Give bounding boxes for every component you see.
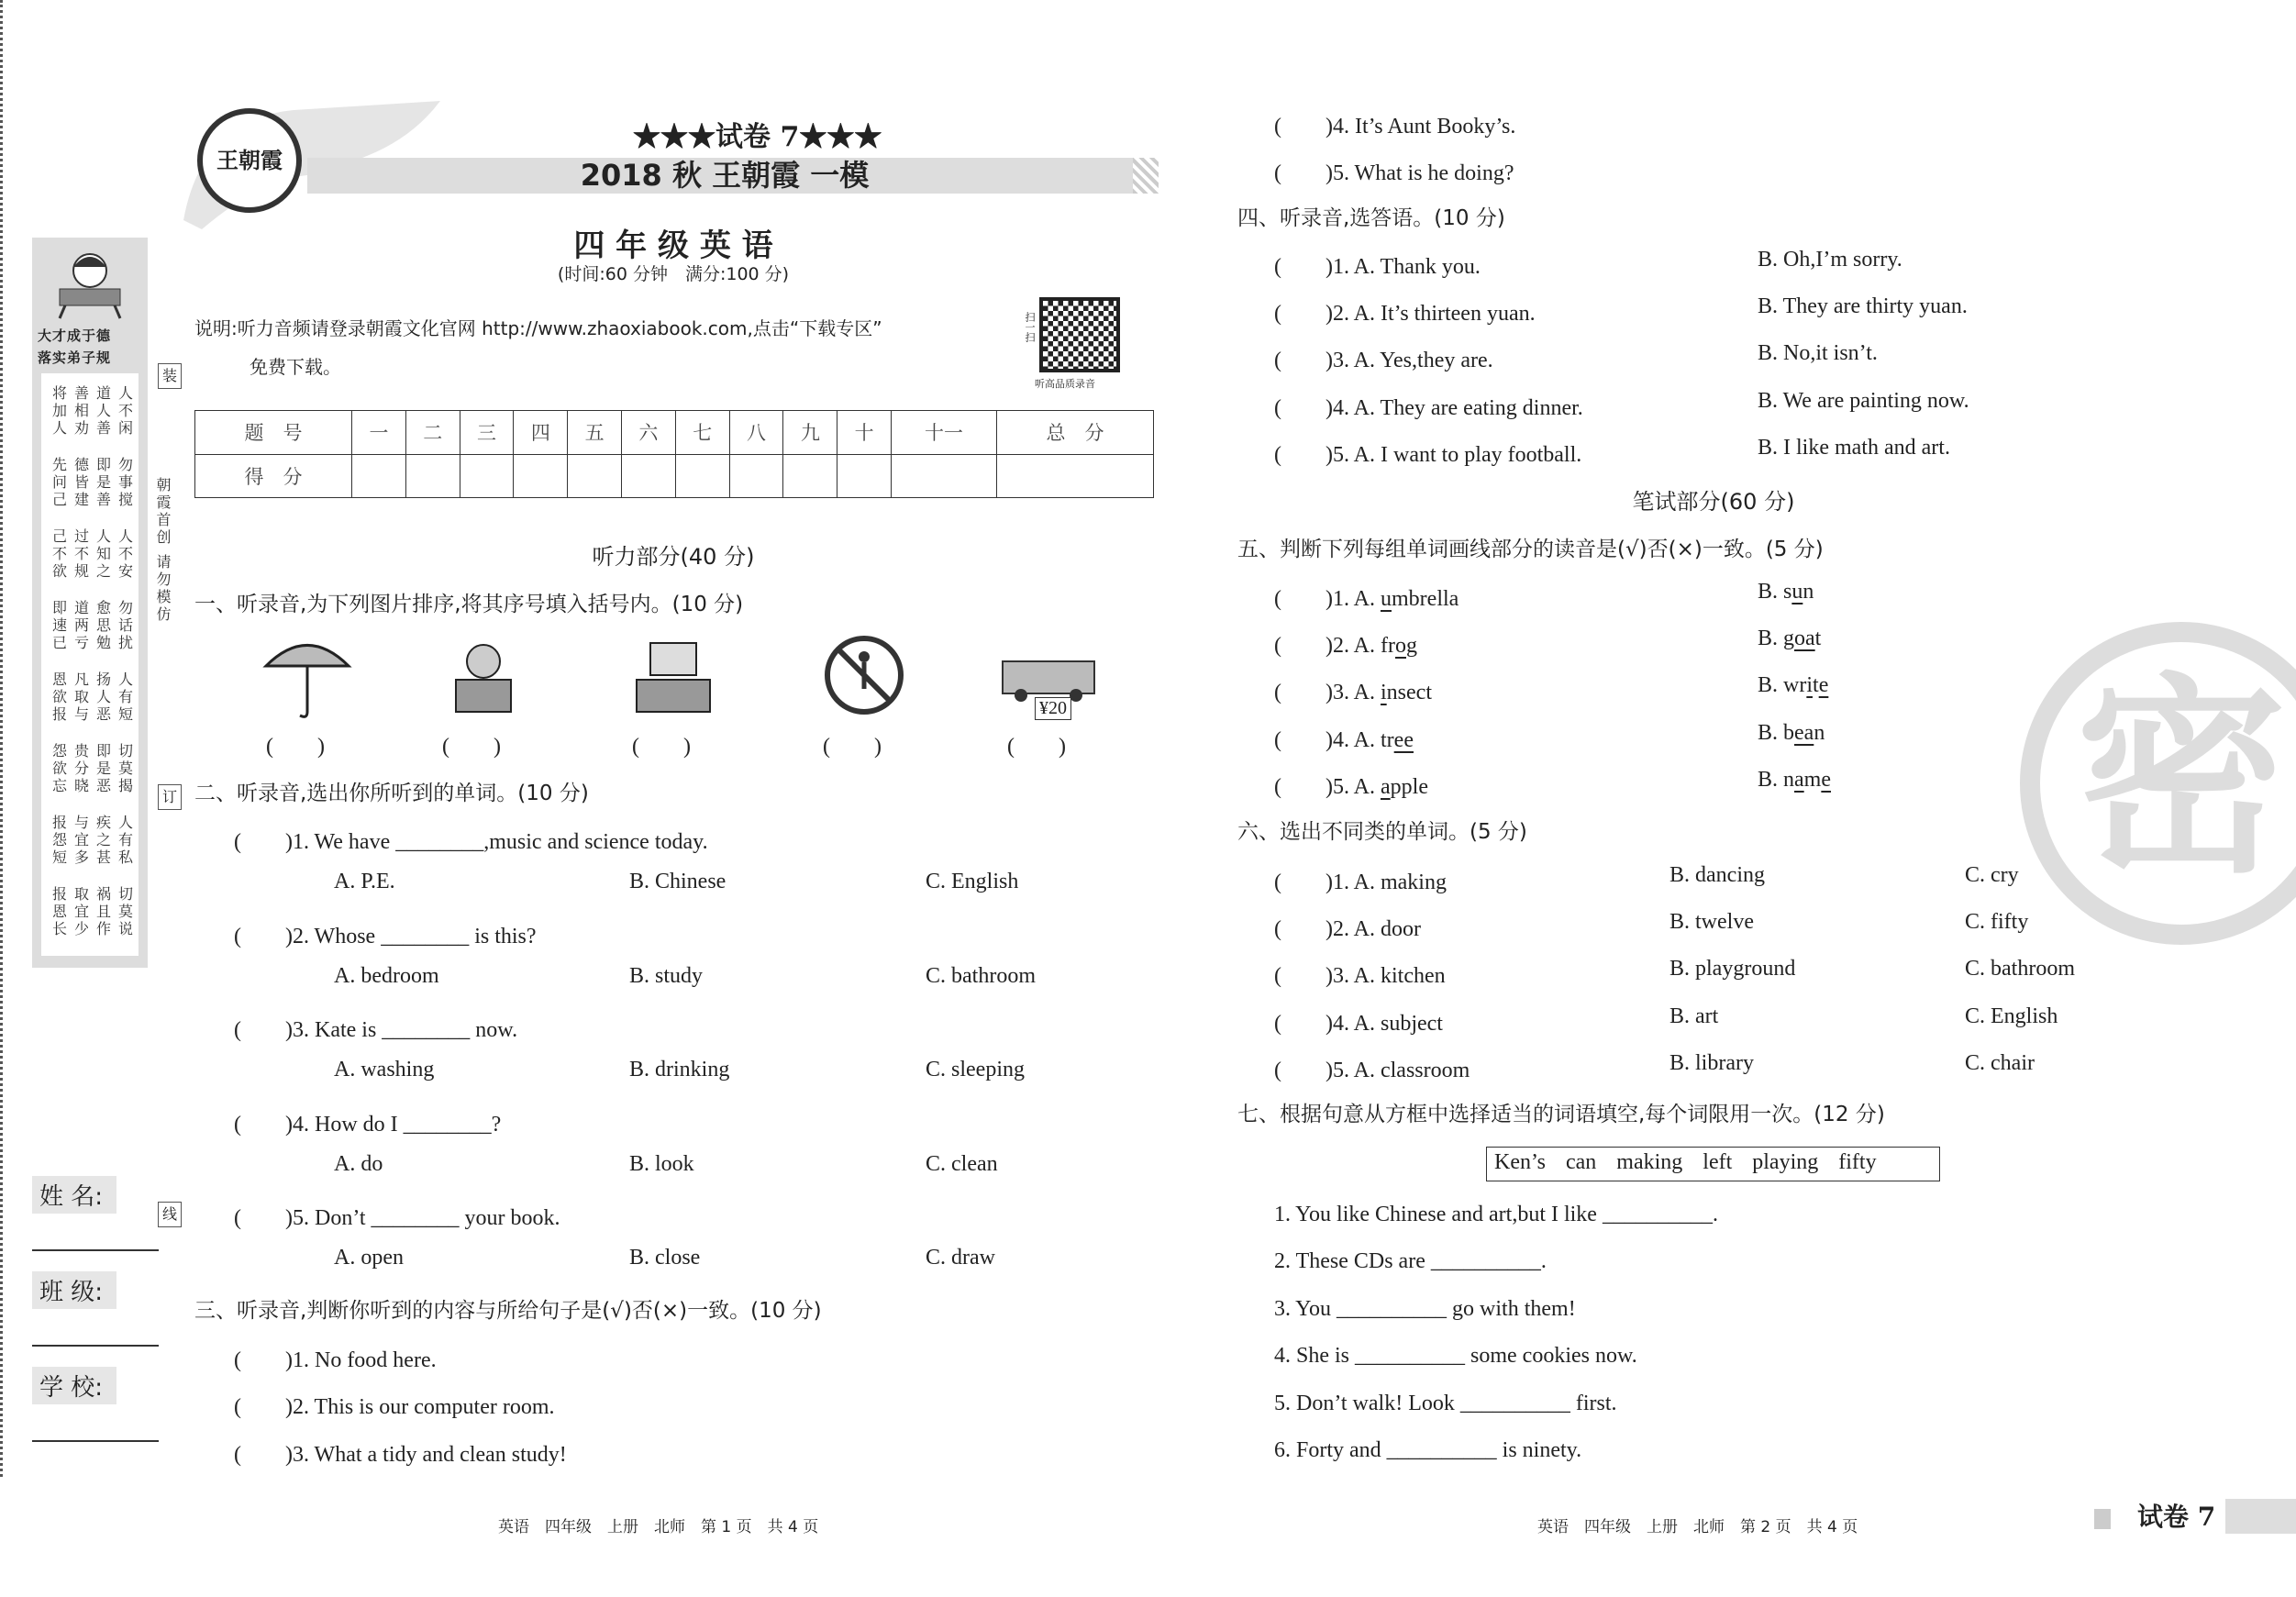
category-option: B. library xyxy=(1669,1050,1754,1075)
fill-sentence-2: 2. These CDs are __________. xyxy=(1274,1249,1547,1274)
word-part: s xyxy=(1783,580,1792,604)
option[interactable]: A. bedroom xyxy=(334,963,439,988)
field-input-1[interactable] xyxy=(32,1345,159,1347)
section-5-title: 五、判断下列每组单词画线部分的读音是(√)否(×)一致。(5 分) xyxy=(1237,538,1824,561)
poem-line: 长少作说 xyxy=(52,920,141,937)
download-note-2: 免费下载。 xyxy=(250,356,341,378)
brand-logo xyxy=(197,108,302,213)
poem-line: 将善道人 xyxy=(52,384,141,402)
field-label-2: 学 校: xyxy=(32,1367,116,1404)
section-7-title: 七、根据句意从方框中选择适当的词语填空,每个词限用一次。(12 分) xyxy=(1237,1103,1885,1126)
field-input-2[interactable] xyxy=(32,1440,159,1442)
question-5: ( )5. Don’t ________ your book. xyxy=(234,1206,560,1230)
computer-room-icon xyxy=(623,629,724,721)
poem-line: 报取祸切 xyxy=(52,885,141,903)
option[interactable]: A. P.E. xyxy=(334,870,395,893)
category-option: ( )3. A. kitchen xyxy=(1274,964,1446,989)
option[interactable]: C. English xyxy=(926,870,1019,893)
picture-no-walking-sign xyxy=(814,629,915,726)
score-header-cell: 七 xyxy=(675,411,729,455)
option[interactable]: A. open xyxy=(334,1246,404,1270)
answer-paren[interactable]: ( ) xyxy=(1007,735,1066,759)
qr-caption: 听高品质录音 xyxy=(1035,378,1095,390)
score-header-cell: 九 xyxy=(783,411,837,455)
footer-left: 英语 四年级 上册 北师 第 1 页 共 4 页 xyxy=(498,1518,819,1536)
phonics-item-a xyxy=(1274,627,1417,659)
umbrella-icon xyxy=(257,629,358,721)
poem-line: 速两思话 xyxy=(52,616,141,634)
option-prefix: B. xyxy=(1758,580,1784,604)
poem-line: 报与恶短 xyxy=(52,705,141,723)
poem-box xyxy=(41,373,139,956)
field-label-0: 姓 名: xyxy=(32,1176,116,1214)
score-input-cell[interactable] xyxy=(892,454,997,498)
poem-line: 欲规之安 xyxy=(52,562,141,580)
score-header-cell: 四 xyxy=(514,411,568,455)
underlined-letters: u xyxy=(1791,580,1803,604)
option[interactable]: C. draw xyxy=(926,1246,995,1270)
banner-title: 2018 秋 王朝霞 一模 xyxy=(580,158,870,193)
score-header-cell: 五 xyxy=(568,411,622,455)
poem-line: 报与疾人 xyxy=(52,814,141,831)
phonics-item-b xyxy=(1758,627,1821,651)
section-6-title: 六、选出不同类的单词。(5 分) xyxy=(1237,820,1527,844)
series-title: ★★★试卷 7★★★ xyxy=(633,121,882,153)
score-input-cell[interactable] xyxy=(568,454,622,498)
underlined-letters: e xyxy=(1818,673,1829,698)
binding-marker: 订 xyxy=(158,784,182,810)
section-1-title: 一、听录音,为下列图片排序,将其序号填入括号内。(10 分) xyxy=(194,593,744,616)
picture-umbrella xyxy=(257,629,358,726)
poem-line: 己过人人 xyxy=(52,527,141,545)
poem-line: 怨贵即切 xyxy=(52,742,141,760)
poem-line: 即道愈勿 xyxy=(52,599,141,616)
poem-line: 忘晓恶揭 xyxy=(52,777,141,794)
score-table xyxy=(194,410,1154,498)
statement-5: ( )5. What is he doing? xyxy=(1274,161,1514,185)
word-part: pple xyxy=(1390,774,1428,799)
title-band-checker xyxy=(1133,158,1159,194)
response-a: ( )1. A. Thank you. xyxy=(1274,255,1481,279)
qr-side-label: 扫一扫 xyxy=(1024,312,1036,342)
fill-sentence-5: 5. Don’t walk! Look __________ first. xyxy=(1274,1391,1617,1415)
score-input-cell[interactable] xyxy=(783,454,837,498)
watermark-seal: 密 xyxy=(2020,622,2296,945)
underlined-letters: ee xyxy=(1393,727,1414,752)
telephone-icon xyxy=(433,629,534,721)
section-2-title: 二、听录音,选出你所听到的单词。(10 分) xyxy=(194,782,589,805)
score-header-cell: 总 分 xyxy=(996,411,1153,455)
category-option: B. twelve xyxy=(1669,910,1754,935)
statement-1: ( )1. No food here. xyxy=(234,1348,437,1372)
download-note: 说明:听力音频请登录朝霞文化官网 http://www.zhaoxiabook.com,点击“下载专区” xyxy=(194,317,882,339)
underlined-letters: o xyxy=(1394,634,1406,659)
score-header-cell: 题 号 xyxy=(195,411,352,455)
poem-line: 欲分是莫 xyxy=(52,760,141,777)
score-input-cell[interactable] xyxy=(996,454,1153,498)
score-header-cell: 八 xyxy=(729,411,783,455)
sidebar-motto: 落实弟子规 xyxy=(38,349,112,366)
category-option: B. dancing xyxy=(1669,863,1765,887)
phonics-item-b xyxy=(1758,673,1828,698)
answer-paren[interactable]: ( ) xyxy=(823,735,882,759)
answer-paren[interactable]: ( ) xyxy=(632,735,691,759)
field-input-0[interactable] xyxy=(32,1249,159,1251)
section-4-title: 四、听录音,选答语。(10 分) xyxy=(1237,206,1505,230)
word-part: n xyxy=(1802,580,1814,604)
exam-time: (时间:60 分钟 满分:100 分) xyxy=(557,264,790,284)
response-a: ( )4. A. They are eating dinner. xyxy=(1274,395,1583,420)
picture-telephone xyxy=(433,629,534,726)
score-header-cell: 十 xyxy=(837,411,892,455)
logo-text: 王朝霞 xyxy=(216,147,283,173)
response-b: B. They are thirty yuan. xyxy=(1758,294,1968,319)
underlined-letters: i xyxy=(1381,681,1387,705)
category-option: B. art xyxy=(1669,1004,1719,1028)
score-input-cell[interactable] xyxy=(675,454,729,498)
category-option: C. cry xyxy=(1965,863,2019,887)
score-header-cell: 一 xyxy=(352,411,406,455)
no-walking-sign-icon xyxy=(814,629,915,721)
option-prefix: B. xyxy=(1758,627,1784,651)
qr-code[interactable] xyxy=(1039,297,1120,372)
response-b: B. I like math and art. xyxy=(1758,435,1950,460)
option[interactable]: A. do xyxy=(334,1151,383,1176)
poem-line: 恩宜且莫 xyxy=(52,903,141,920)
score-header-cell: 六 xyxy=(622,411,676,455)
footer-band xyxy=(2225,1499,2296,1534)
sidebar-panel xyxy=(32,238,148,968)
response-b: B. Oh,I’m sorry. xyxy=(1758,248,1902,272)
option-prefix: B. xyxy=(1758,673,1784,698)
option[interactable]: C. bathroom xyxy=(926,963,1036,988)
word-part: t xyxy=(1813,673,1819,698)
option[interactable]: B. drinking xyxy=(629,1058,730,1081)
poem-line: 欲取人有 xyxy=(52,688,141,705)
word-part: m xyxy=(1803,767,1822,792)
poem-line: 恩凡扬人 xyxy=(52,671,141,688)
response-a: ( )2. A. It’s thirteen yuan. xyxy=(1274,302,1536,327)
underlined-letters: a xyxy=(1794,767,1804,792)
statement-4: ( )4. It’s Aunt Booky’s. xyxy=(1274,115,1516,139)
footer-right: 英语 四年级 上册 北师 第 2 页 共 4 页 xyxy=(1537,1518,1858,1536)
phonics-item-b xyxy=(1758,721,1825,746)
word-part: nsect xyxy=(1386,681,1432,705)
poem-line: 已亏勉扰 xyxy=(52,634,141,651)
phonics-item-a xyxy=(1274,580,1459,612)
category-option: ( )4. A. subject xyxy=(1274,1011,1443,1036)
option[interactable]: B. Chinese xyxy=(629,870,727,893)
word-part: n xyxy=(1814,720,1825,745)
picture-computer-room xyxy=(623,629,724,726)
phonics-item-a xyxy=(1274,768,1428,800)
category-option: ( )5. A. classroom xyxy=(1274,1058,1470,1082)
binding-marker: 装 xyxy=(158,363,182,389)
fill-sentence-6: 6. Forty and __________ is ninety. xyxy=(1274,1438,1582,1462)
word-part: t xyxy=(1814,627,1822,651)
answer-paren[interactable]: ( ) xyxy=(266,735,325,759)
word-part: g xyxy=(1405,634,1417,659)
category-option: C. chair xyxy=(1965,1050,2035,1075)
binding-marker: 线 xyxy=(158,1202,182,1227)
response-a: ( )5. A. I want to play football. xyxy=(1274,442,1582,467)
word-part: fr xyxy=(1381,634,1395,659)
phonics-item-b xyxy=(1758,768,1831,793)
option[interactable]: B. close xyxy=(629,1246,701,1270)
statement-2: ( )2. This is our computer room. xyxy=(234,1395,555,1419)
score-header-cell: 二 xyxy=(405,411,460,455)
poem-line: 问皆是事 xyxy=(52,473,141,491)
item-number: ( )3. A. xyxy=(1274,681,1381,705)
vertical-note: 朝霞首创 请勿模仿 xyxy=(154,477,172,625)
section-3-title: 三、听录音,判断你听到的内容与所给句子是(√)否(×)一致。(10 分) xyxy=(194,1299,822,1323)
field-label-1: 班 级: xyxy=(32,1271,116,1309)
poem-line: 怨宜之有 xyxy=(52,831,141,848)
answer-paren[interactable]: ( ) xyxy=(442,735,501,759)
student-reading-icon xyxy=(52,247,128,320)
underlined-letters: e xyxy=(1821,767,1831,792)
fill-sentence-1: 1. You like Chinese and art,but I like __________. xyxy=(1274,1203,1718,1226)
underlined-letters: i xyxy=(1806,673,1814,698)
category-option: ( )1. A. making xyxy=(1274,871,1447,894)
item-number: ( )1. A. xyxy=(1274,587,1381,611)
score-input-cell[interactable] xyxy=(514,454,568,498)
underlined-letters: u xyxy=(1381,587,1392,611)
item-number: ( )4. A. xyxy=(1274,727,1381,752)
score-row-label: 得 分 xyxy=(195,454,352,498)
underlined-letters: ea xyxy=(1794,720,1814,745)
score-header-cell: 十一 xyxy=(892,411,997,455)
underlined-letters: a xyxy=(1381,774,1391,799)
score-input-cell[interactable] xyxy=(622,454,676,498)
response-b: B. We are painting now. xyxy=(1758,388,1969,413)
underlined-letters: oa xyxy=(1794,627,1815,651)
category-option: C. fifty xyxy=(1965,910,2029,935)
response-b: B. No,it isn’t. xyxy=(1758,341,1878,366)
fill-sentence-4: 4. She is __________ some cookies now. xyxy=(1274,1344,1637,1369)
option[interactable]: B. look xyxy=(629,1151,694,1176)
word-part: mbrella xyxy=(1392,587,1459,611)
price-tag: ¥20 xyxy=(1035,697,1071,720)
option[interactable]: A. washing xyxy=(334,1058,435,1081)
sidebar-motto: 大才成于德 xyxy=(38,327,112,344)
word-part: b xyxy=(1783,720,1795,745)
phonics-item-a xyxy=(1274,673,1432,705)
word-part: tr xyxy=(1381,727,1394,752)
word-bank: Ken’s can making left playing fifty xyxy=(1486,1147,1940,1181)
score-header-cell: 三 xyxy=(460,411,514,455)
item-number: ( )2. A. xyxy=(1274,634,1381,659)
score-input-cell[interactable] xyxy=(460,454,514,498)
question-2: ( )2. Whose ________ is this? xyxy=(234,924,537,948)
response-a: ( )3. A. Yes,they are. xyxy=(1274,349,1493,373)
word-part: n xyxy=(1783,767,1795,792)
question-4: ( )4. How do I ________? xyxy=(234,1112,502,1137)
score-input-cell[interactable] xyxy=(837,454,892,498)
fill-sentence-3: 3. You __________ go with them! xyxy=(1274,1296,1576,1321)
dotted-binding-line xyxy=(0,0,3,1477)
item-number: ( )5. A. xyxy=(1274,774,1381,799)
category-option: C. English xyxy=(1965,1004,2058,1028)
footer-badge: 试卷 7 xyxy=(2137,1502,2216,1532)
writing-title: 笔试部分(60 分) xyxy=(1632,489,1795,515)
statement-3: ( )3. What a tidy and clean study! xyxy=(234,1443,567,1467)
option[interactable]: C. sleeping xyxy=(926,1058,1025,1081)
option[interactable]: C. clean xyxy=(926,1151,998,1176)
category-option: C. bathroom xyxy=(1965,957,2075,981)
score-input-cell[interactable] xyxy=(405,454,460,498)
badge-squares xyxy=(2094,1509,2127,1529)
option[interactable]: B. study xyxy=(629,963,704,988)
poem-line: 己建善搅 xyxy=(52,491,141,508)
poem-line: 加相人不 xyxy=(52,402,141,419)
subject-title: 四 年 级 英 语 xyxy=(573,227,773,264)
score-input-cell[interactable] xyxy=(352,454,406,498)
phonics-item-a xyxy=(1274,721,1414,753)
poem-line: 短多甚私 xyxy=(52,848,141,866)
poem-line: 先德即勿 xyxy=(52,456,141,473)
score-input-cell[interactable] xyxy=(729,454,783,498)
question-3: ( )3. Kate is ________ now. xyxy=(234,1018,518,1042)
poem-line: 不不知不 xyxy=(52,545,141,562)
question-1: ( )1. We have ________,music and science today. xyxy=(234,830,708,854)
category-option: ( )2. A. door xyxy=(1274,917,1421,942)
option-prefix: B. xyxy=(1758,720,1784,745)
phonics-item-b xyxy=(1758,580,1814,604)
option-prefix: B. xyxy=(1758,767,1784,792)
listening-title: 听力部分(40 分) xyxy=(592,544,755,570)
category-option: B. playground xyxy=(1669,957,1796,981)
word-part: g xyxy=(1783,627,1795,651)
poem-line: 人劝善闲 xyxy=(52,419,141,437)
word-part: wr xyxy=(1783,673,1807,698)
